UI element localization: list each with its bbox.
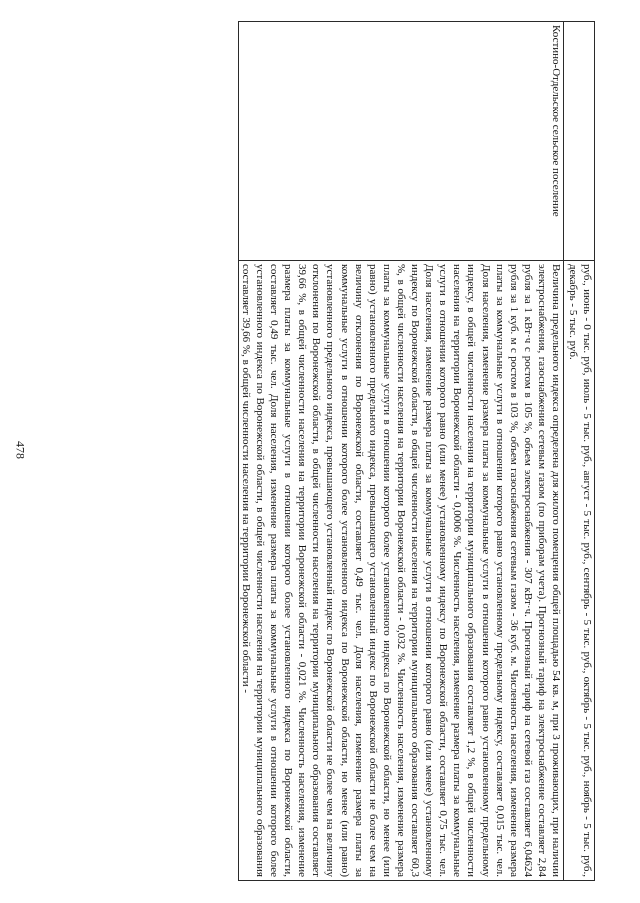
municipality-cell: Костино-Отдельское сельское поселение — [238, 22, 563, 261]
description-cell: руб., июнь - 0 тыс. руб, июль - 5 тыс. руб., август - 5 тыс. руб., сентябрь - 5 тыс. руб., октябрь - 5 тыс. руб., ноябрь - 5 тыс. руб., декабрь - 5 тыс. руб. — [564, 261, 595, 881]
page-number: 478 — [13, 441, 28, 459]
municipality-cell — [564, 22, 595, 261]
table-row — [564, 22, 595, 881]
table-row — [238, 22, 563, 881]
data-table — [238, 21, 595, 881]
document-page — [45, 21, 595, 881]
description-cell: Величина предельного индекса определена для жилого помещения общей площадью 54 кв. м, при 3 проживающих, при наличии электроснабжения, газоснабжения сетевым газом (по приборам учета). Прогнозный тариф на электроснабжение составляет 2,84 рубля за 1 кВт·ч с ростом в 105 %, объем электроснабжения - 307 кВт·ч. Прогнозный тариф на сетевой газ составляет 6,04624 рубля за 1 куб. м с ростом в 103 %, объем газоснабжения сетевым газом - 36 куб. м. Численность населения, изменение размера платы за коммунальные услуги в отношении которого равно установленному предельному индексу, составляет 0,015 тыс. чел. Доля населения, изменение размера платы за коммунальные услуги в отношении которого равно установленному предельному индексу, в общей численности населения на территории муниципального образования составляет 1,2 %, в общей численности населения на территории Воронежской области - 0,0006 %. Численность населения, изменение размера платы за коммунальные услуги в отношении которого равно (или менее) установленному индексу по Воронежской области, составляет 0,75 тыс. чел. Доля населения, изменение размера платы за коммунальные услуги в отношении которого равно (или менее) установленному индексу по Воронежской области, в общей численности населения на территории муниципального образования составляет 60,3 %, в общей численности населения на территории Воронежской области - 0,032 %. Численность населения, изменение размера платы за коммунальные услуги в отношении которого более установленного индекса по Воронежской области, но менее (или равно) установленного предельного индекса, превышающего установленный индекс по Воронежской области не более чем на величину отклонения по Воронежской области, составляет 0,49 тыс. чел. Доля населения, изменение размера платы за коммунальные услуги в отношении которого более установленного индекса по Воронежской области, но менее (или равно) установленного предельного индекса, превышающего установленный индекс по Воронежской области не более чем на величину отклонения по Воронежской области, в общей численности населения на территории муниципального образования составляет 39,66 %, в общей численности населения на территории Воронежской области - 0,021 %. Численность населения, изменение размера платы за коммунальные услуги в отношении которого более установленного индекса по Воронежской области, составляет 0,49 тыс. чел. Доля населения, изменение размера платы за коммунальные услуги в отношении которого более установленного индекса по Воронежской области, в общей численности населения на территории муниципального образования составляет 39,66 %, в общей численности населения на территории Воронежской области - — [238, 261, 563, 881]
